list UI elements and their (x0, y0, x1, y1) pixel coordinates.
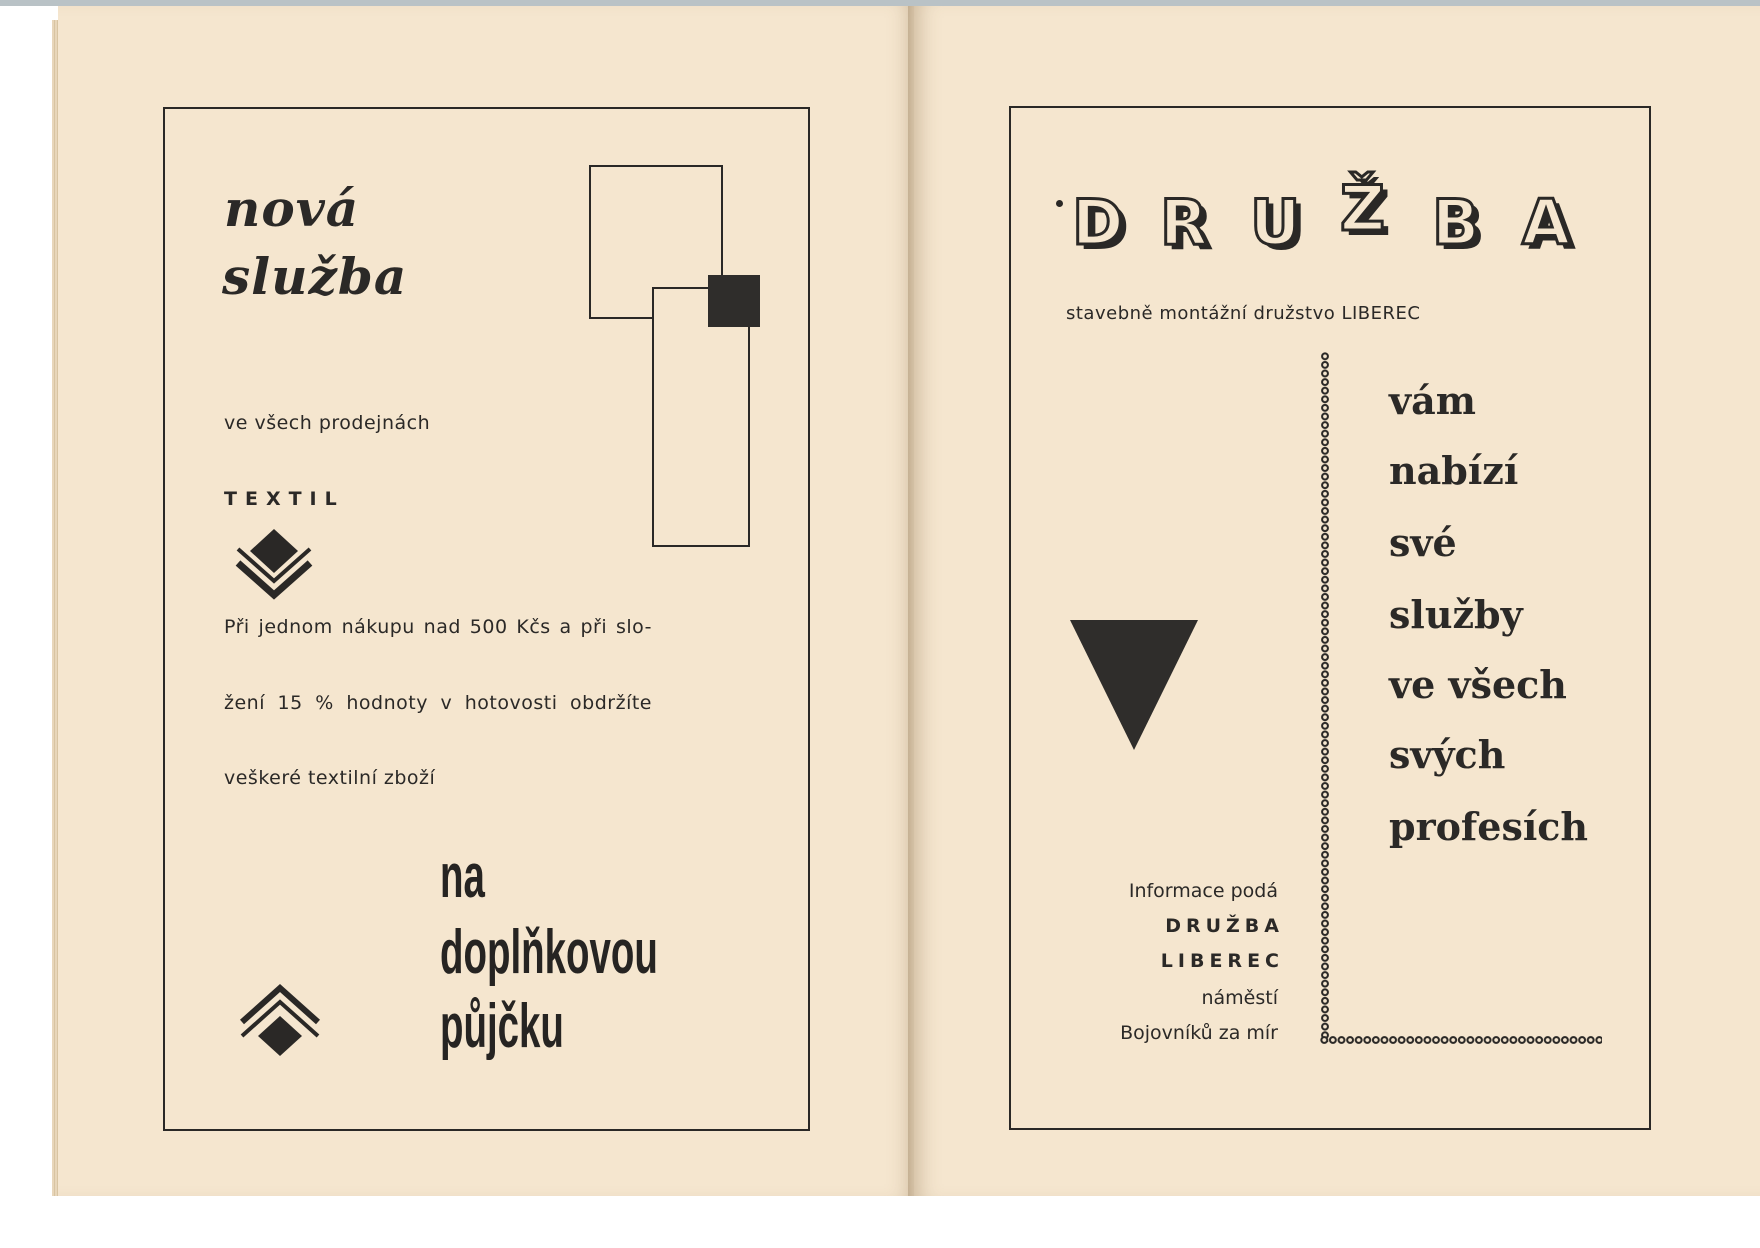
loan-line2: doplňkovou (440, 918, 658, 987)
headline-line2: služba (222, 247, 408, 306)
info-line5: Bojovníků za mír (1120, 1022, 1278, 1044)
store-name: TEXTIL (224, 488, 345, 510)
offer-word-7: profesích (1389, 804, 1589, 849)
stacked-chevron-up-icon (238, 982, 322, 1060)
offer-word-2: nabízí (1389, 448, 1519, 493)
info-line4: náměstí (1201, 987, 1278, 1009)
bullet-dot (1056, 200, 1063, 207)
overlapping-rectangles-graphic (585, 162, 765, 552)
offer-line3: veškeré textilní zboží (224, 767, 436, 789)
info-line3: LIBEREC (1160, 950, 1284, 972)
brand-letter-b: B (1432, 186, 1480, 259)
offer-word-4: služby (1389, 592, 1523, 637)
offer-word-1: vám (1389, 378, 1476, 423)
offer-word-3: své (1389, 520, 1457, 565)
offer-line2: žení 15 % hodnoty v hotovosti obdržíte (224, 692, 652, 714)
dotted-horizontal-rule (1320, 1035, 1602, 1045)
dotted-vertical-rule (1320, 352, 1330, 1042)
tagline: stavebně montážní družstvo LIBEREC (1066, 303, 1421, 324)
loan-line1: na (440, 842, 485, 911)
brand-letter-d: D (1072, 186, 1124, 259)
loan-line3: půjčku (440, 992, 564, 1061)
offer-word-5: ve všech (1389, 662, 1567, 707)
brand-letter-a: A (1522, 186, 1570, 259)
offer-line1: Při jednom nákupu nad 500 Kčs a při slo- (224, 616, 652, 638)
info-line1: Informace podá (1128, 880, 1278, 902)
intro-text: ve všech prodejnách (224, 412, 431, 434)
brand-letter-r: R (1160, 186, 1208, 259)
brand-letter-z-caron: Ž (1340, 172, 1385, 245)
triangle-down-icon (1068, 618, 1200, 752)
brand-letter-u: U (1250, 186, 1301, 259)
stacked-chevron-down-icon (234, 525, 314, 601)
info-line2: DRUŽBA (1165, 915, 1284, 937)
offer-word-6: svých (1389, 732, 1506, 777)
headline-line1: nová (224, 179, 360, 238)
